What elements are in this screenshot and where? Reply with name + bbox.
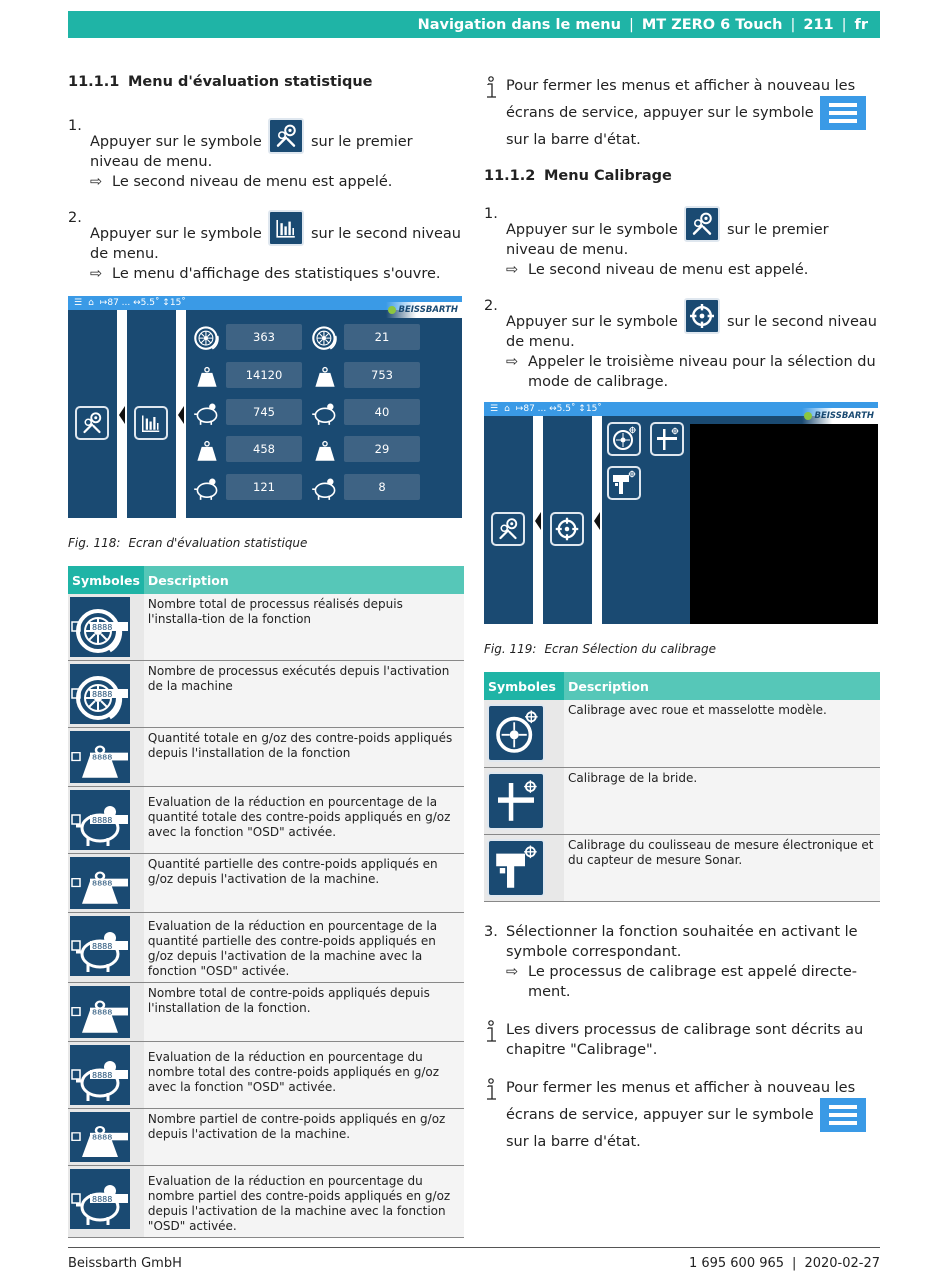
calibration-symbols-table bbox=[484, 672, 880, 902]
info-text-before: Pour fermer les menus et afficher à nouveau les écrans de service, appuyer sur le symbole bbox=[506, 78, 856, 121]
result-text: Appeler le troisième niveau pour la sélection du mode de calibrage. bbox=[528, 354, 876, 390]
table-header-symbols: Symboles bbox=[484, 672, 564, 700]
table-row bbox=[68, 913, 464, 983]
statistics-bars-icon[interactable] bbox=[134, 406, 168, 440]
menu-hamburger-icon: ☰ bbox=[490, 404, 499, 414]
table-cell-description: Calibrage de la bride. bbox=[564, 767, 880, 834]
step-1 bbox=[68, 116, 464, 192]
menu-hamburger-icon bbox=[820, 96, 866, 130]
step-result bbox=[90, 172, 464, 192]
wheel-total-counter-icon bbox=[70, 597, 130, 657]
piggy-bank-count-total-icon bbox=[70, 1045, 130, 1105]
step-text-before: Appuyer sur le symbole bbox=[90, 226, 262, 242]
table-row bbox=[68, 787, 464, 854]
piggy-bank-icon bbox=[308, 395, 342, 427]
header-separator: | bbox=[841, 16, 847, 33]
stat-value: 40 bbox=[344, 399, 420, 425]
info-text: Les divers processus de calibrage sont décrits au chapitre "Calibrage". bbox=[506, 1021, 864, 1058]
table-row bbox=[68, 983, 464, 1042]
piggy-bank-icon bbox=[190, 395, 224, 427]
wheel-partial-counter-icon bbox=[70, 664, 130, 724]
table-row bbox=[484, 834, 880, 901]
result-arrow-icon: ⇨ bbox=[90, 174, 103, 190]
table-header-symbols: Symboles bbox=[68, 566, 144, 594]
weight-icon bbox=[190, 358, 224, 390]
table-header-row bbox=[68, 566, 464, 594]
table-cell-description: Evaluation de la réduction en pourcentage du nombre total des contre-poids appliqués en g/oz avec la fonction "OSD" activée. bbox=[144, 1042, 464, 1109]
table-row bbox=[68, 854, 464, 913]
table-row bbox=[484, 767, 880, 834]
sonar-arm-calibration-icon bbox=[487, 839, 545, 897]
section-number: 11.1.1 bbox=[68, 74, 120, 90]
table-cell-description: Nombre partiel de contre-poids appliqués en g/oz depuis l'activation de la machine. bbox=[144, 1109, 464, 1166]
right-column bbox=[484, 76, 880, 1170]
step-text-after: sur le premier niveau de menu. bbox=[90, 134, 413, 170]
table-cell-description: Quantité partielle des contre-poids appliqués en g/oz depuis l'activation de la machine. bbox=[144, 854, 464, 913]
figure-caption-text: Ecran Sélection du calibrage bbox=[544, 642, 716, 656]
header-product: MT ZERO 6 Touch bbox=[641, 16, 783, 33]
section-title: Menu d'évaluation statistique bbox=[128, 74, 373, 90]
table-row bbox=[68, 594, 464, 661]
table-row bbox=[484, 700, 880, 767]
table-header-description: Description bbox=[144, 566, 464, 594]
stat-value: 458 bbox=[226, 436, 302, 462]
table-cell-description: Nombre de processus exécutés depuis l'activation de la machine bbox=[144, 661, 464, 728]
step-number: 2. bbox=[484, 298, 498, 314]
result-arrow-icon: ⇨ bbox=[90, 266, 103, 282]
stat-value: 745 bbox=[226, 399, 302, 425]
weights-count-partial-icon bbox=[70, 1112, 130, 1162]
stat-value: 8 bbox=[344, 474, 420, 500]
stat-value: 14120 bbox=[226, 362, 302, 388]
tools-gear-icon bbox=[268, 118, 304, 154]
step-text-after: sur le second niveau de menu. bbox=[90, 226, 461, 262]
status-readout: ↦87 ... ↔5.5˚ ↕15˚ bbox=[515, 404, 602, 414]
table-cell-description: Nombre total de contre-poids appliqués depuis l'installation de la fonction. bbox=[144, 983, 464, 1042]
footer-info bbox=[689, 1256, 880, 1271]
step-result bbox=[90, 264, 464, 284]
home-icon: ⌂ bbox=[504, 404, 510, 414]
step-2 bbox=[68, 208, 464, 284]
stat-value: 121 bbox=[226, 474, 302, 500]
header-language: fr bbox=[854, 16, 868, 33]
result-text: Le second niveau de menu est appelé. bbox=[112, 174, 393, 190]
table-header-description: Description bbox=[564, 672, 880, 700]
table-row bbox=[68, 728, 464, 787]
home-icon: ⌂ bbox=[88, 298, 94, 308]
table-cell-description: Nombre total de processus réalisés depuis l'installa-tion de la fonction bbox=[144, 594, 464, 661]
stat-value: 363 bbox=[226, 324, 302, 350]
result-text: Le menu d'affichage des statistiques s'ouvre. bbox=[112, 266, 441, 282]
step-result bbox=[506, 352, 880, 392]
table-row bbox=[68, 1109, 464, 1166]
info-icon bbox=[484, 76, 498, 100]
info-note bbox=[484, 1020, 880, 1060]
header-separator: | bbox=[790, 16, 796, 33]
table-cell-description: Calibrage du coulisseau de mesure électronique et du capteur de mesure Sonar. bbox=[564, 834, 880, 901]
footer-divider bbox=[68, 1247, 880, 1248]
weight-icon bbox=[190, 432, 224, 464]
screen-content-area bbox=[690, 424, 878, 624]
piggy-bank-partial-icon bbox=[70, 916, 130, 976]
info-text-after: sur la barre d'état. bbox=[506, 1133, 641, 1150]
weight-total-icon bbox=[70, 731, 130, 783]
table-cell-description: Calibrage avec roue et masselotte modèle. bbox=[564, 700, 880, 767]
section-title: Menu Calibrage bbox=[544, 168, 672, 184]
tools-gear-icon[interactable] bbox=[75, 406, 109, 440]
table-row bbox=[68, 661, 464, 728]
crosshair-icon[interactable] bbox=[550, 512, 584, 546]
statistics-bars-icon bbox=[268, 210, 304, 246]
brand-logo: BEISSBARTH bbox=[802, 408, 878, 424]
table-header-row bbox=[484, 672, 880, 700]
result-arrow-icon: ⇨ bbox=[506, 262, 519, 278]
step-result bbox=[506, 260, 880, 280]
wheel-calibration-icon[interactable] bbox=[607, 422, 641, 456]
piggy-bank-icon bbox=[308, 470, 342, 502]
wheel-icon bbox=[308, 320, 342, 352]
figure-number: Fig. 119: bbox=[484, 642, 537, 656]
step-result bbox=[506, 962, 880, 1002]
left-column bbox=[68, 74, 464, 1238]
figure-number: Fig. 118: bbox=[68, 536, 121, 550]
step-text-after: sur le second niveau de menu. bbox=[506, 314, 877, 350]
piggy-bank-count-partial-icon bbox=[70, 1169, 130, 1229]
tools-gear-icon[interactable] bbox=[491, 512, 525, 546]
menu-hamburger-icon bbox=[820, 1098, 866, 1132]
info-note bbox=[484, 1078, 880, 1152]
piggy-bank-total-icon bbox=[70, 790, 130, 850]
step-text-before: Appuyer sur le symbole bbox=[506, 222, 678, 238]
step-2 bbox=[484, 296, 880, 392]
section-number: 11.1.2 bbox=[484, 168, 536, 184]
step-text: Sélectionner la fonction souhaitée en activant le symbole correspondant. bbox=[506, 923, 858, 960]
brand-logo: BEISSBARTH bbox=[386, 302, 462, 318]
status-readout: ↦87 ... ↔5.5˚ ↕15˚ bbox=[99, 298, 186, 308]
figure-caption-text: Ecran d'évaluation statistique bbox=[128, 536, 308, 550]
weight-icon bbox=[308, 358, 342, 390]
weights-count-total-icon bbox=[70, 986, 130, 1038]
flange-calibration-icon bbox=[487, 772, 545, 830]
step-text-after: sur le premier niveau de menu. bbox=[506, 222, 829, 258]
step-3 bbox=[484, 922, 880, 1002]
info-icon bbox=[484, 1020, 498, 1044]
result-text: Le second niveau de menu est appelé. bbox=[528, 262, 809, 278]
header-separator: | bbox=[628, 16, 634, 33]
step-text-before: Appuyer sur le symbole bbox=[506, 314, 678, 330]
page-header bbox=[68, 11, 880, 38]
step-number: 3. bbox=[484, 923, 498, 940]
table-cell-description: Quantité totale en g/oz des contre-poids appliqués depuis l'installation de la fonction bbox=[144, 728, 464, 787]
weight-partial-icon bbox=[70, 857, 130, 909]
info-text-before: Pour fermer les menus et afficher à nouveau les écrans de service, appuyer sur le symbole bbox=[506, 1079, 856, 1123]
header-section: Navigation dans le menu bbox=[417, 16, 621, 33]
info-text-after: sur la barre d'état. bbox=[506, 132, 641, 148]
crosshair-icon bbox=[684, 298, 720, 334]
header-page-number: 211 bbox=[803, 16, 834, 33]
table-cell-description: Evaluation de la réduction en pourcentage de la quantité totale des contre-poids appliqués en g/oz avec la fonction "OSD" activée. bbox=[144, 787, 464, 854]
statistics-screen bbox=[68, 296, 462, 518]
info-note bbox=[484, 76, 880, 150]
sonar-arm-calibration-icon[interactable] bbox=[607, 466, 641, 500]
footer-company: Beissbarth GmbH bbox=[68, 1256, 182, 1271]
section-heading-calibration bbox=[484, 168, 880, 184]
table-cell-description: Evaluation de la réduction en pourcentage de la quantité partielle des contre-poids appliqués en g/oz depuis l'activation de la machine avec la fonction "OSD" activée. bbox=[144, 913, 464, 983]
step-text-before: Appuyer sur le symbole bbox=[90, 134, 262, 150]
flange-calibration-icon[interactable] bbox=[650, 422, 684, 456]
stat-value: 753 bbox=[344, 362, 420, 388]
table-row bbox=[68, 1042, 464, 1109]
stat-value: 21 bbox=[344, 324, 420, 350]
footer-document-number: 1 695 600 965 bbox=[688, 1256, 785, 1271]
info-icon bbox=[484, 1078, 498, 1102]
section-heading-statistics bbox=[68, 74, 464, 90]
table-row bbox=[68, 1166, 464, 1238]
figure-caption bbox=[484, 642, 880, 656]
figure-caption bbox=[68, 536, 464, 550]
step-number: 2. bbox=[68, 210, 82, 226]
footer-date: 2020-02-27 bbox=[804, 1256, 880, 1271]
menu-hamburger-icon: ☰ bbox=[74, 298, 83, 308]
tools-gear-icon bbox=[684, 206, 720, 242]
wheel-calibration-icon bbox=[487, 704, 545, 762]
result-arrow-icon: ⇨ bbox=[506, 963, 519, 980]
calibration-screen bbox=[484, 402, 878, 624]
step-number: 1. bbox=[68, 118, 82, 134]
result-text: Le processus de calibrage est appelé directe-ment. bbox=[528, 963, 858, 1000]
stat-value: 29 bbox=[344, 436, 420, 462]
piggy-bank-icon bbox=[190, 470, 224, 502]
table-cell-description: Evaluation de la réduction en pourcentage du nombre partiel des contre-poids appliqués en g/oz depuis l'activation de la machine avec la fonction "OSD" activée. bbox=[144, 1166, 464, 1238]
weight-icon bbox=[308, 432, 342, 464]
statistics-symbols-table bbox=[68, 566, 464, 1238]
footer-separator: | bbox=[792, 1256, 797, 1271]
step-1 bbox=[484, 204, 880, 280]
result-arrow-icon: ⇨ bbox=[506, 354, 519, 370]
step-number: 1. bbox=[484, 206, 498, 222]
wheel-icon bbox=[190, 320, 224, 352]
